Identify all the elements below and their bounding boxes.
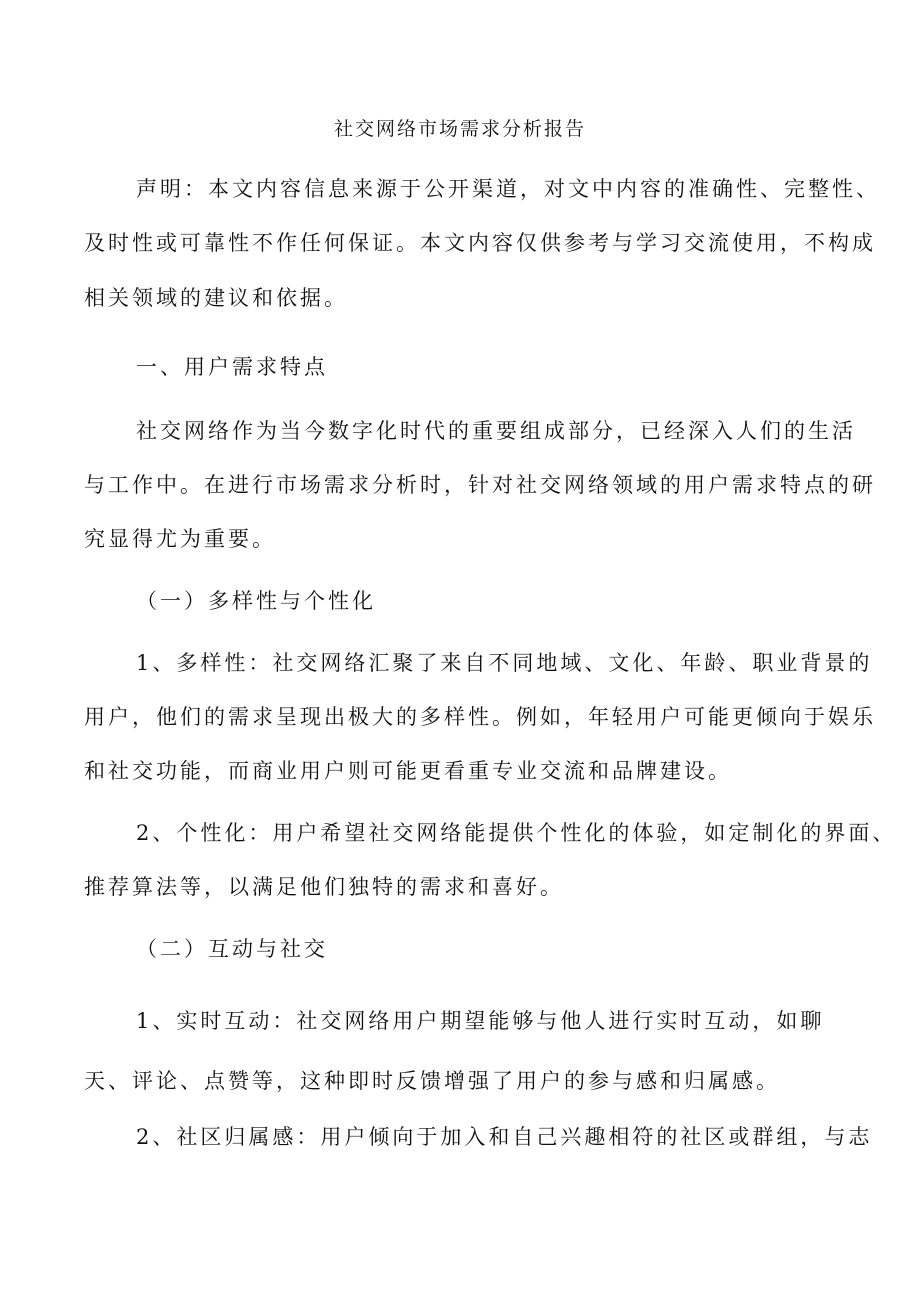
subsection-heading: （一）多样性与个性化 xyxy=(136,589,376,613)
subsection-heading: （二）互动与社交 xyxy=(136,937,328,961)
paragraph-line: 和社交功能，而商业用户则可能更看重专业交流和品牌建设。 xyxy=(84,759,732,783)
paragraph-line: 社交网络作为当今数字化时代的重要组成部分，已经深入人们的生活 xyxy=(136,419,856,443)
section-heading: 一、用户需求特点 xyxy=(136,355,328,379)
paragraph-line: 2、社区归属感：用户倾向于加入和自己兴趣相符的社区或群组，与志 xyxy=(136,1125,873,1149)
paragraph-line: 与工作中。在进行市场需求分析时，针对社交网络领域的用户需求特点的研 xyxy=(84,473,876,497)
paragraph-line: 2、个性化：用户希望社交网络能提供个性化的体验，如定制化的界面、 xyxy=(136,821,897,845)
paragraph-line: 用户，他们的需求呈现出极大的多样性。例如，年轻用户可能更倾向于娱乐 xyxy=(84,705,876,729)
paragraph-line: 1、多样性：社交网络汇聚了来自不同地域、文化、年龄、职业背景的 xyxy=(136,651,873,675)
disclaimer-line: 相关领域的建议和依据。 xyxy=(84,286,348,310)
disclaimer-line: 声明：本文内容信息来源于公开渠道，对文中内容的准确性、完整性、 xyxy=(136,177,880,201)
paragraph-line: 天、评论、点赞等，这种即时反馈增强了用户的参与感和归属感。 xyxy=(84,1069,780,1093)
paragraph-line: 究显得尤为重要。 xyxy=(84,527,276,551)
paragraph-line: 推荐算法等，以满足他们独特的需求和喜好。 xyxy=(84,875,564,899)
document-title: 社交网络市场需求分析报告 xyxy=(333,118,586,140)
paragraph-line: 1、实时互动：社交网络用户期望能够与他人进行实时互动，如聊 xyxy=(136,1009,825,1033)
disclaimer-line: 及时性或可靠性不作任何保证。本文内容仅供参考与学习交流使用，不构成 xyxy=(84,231,876,255)
